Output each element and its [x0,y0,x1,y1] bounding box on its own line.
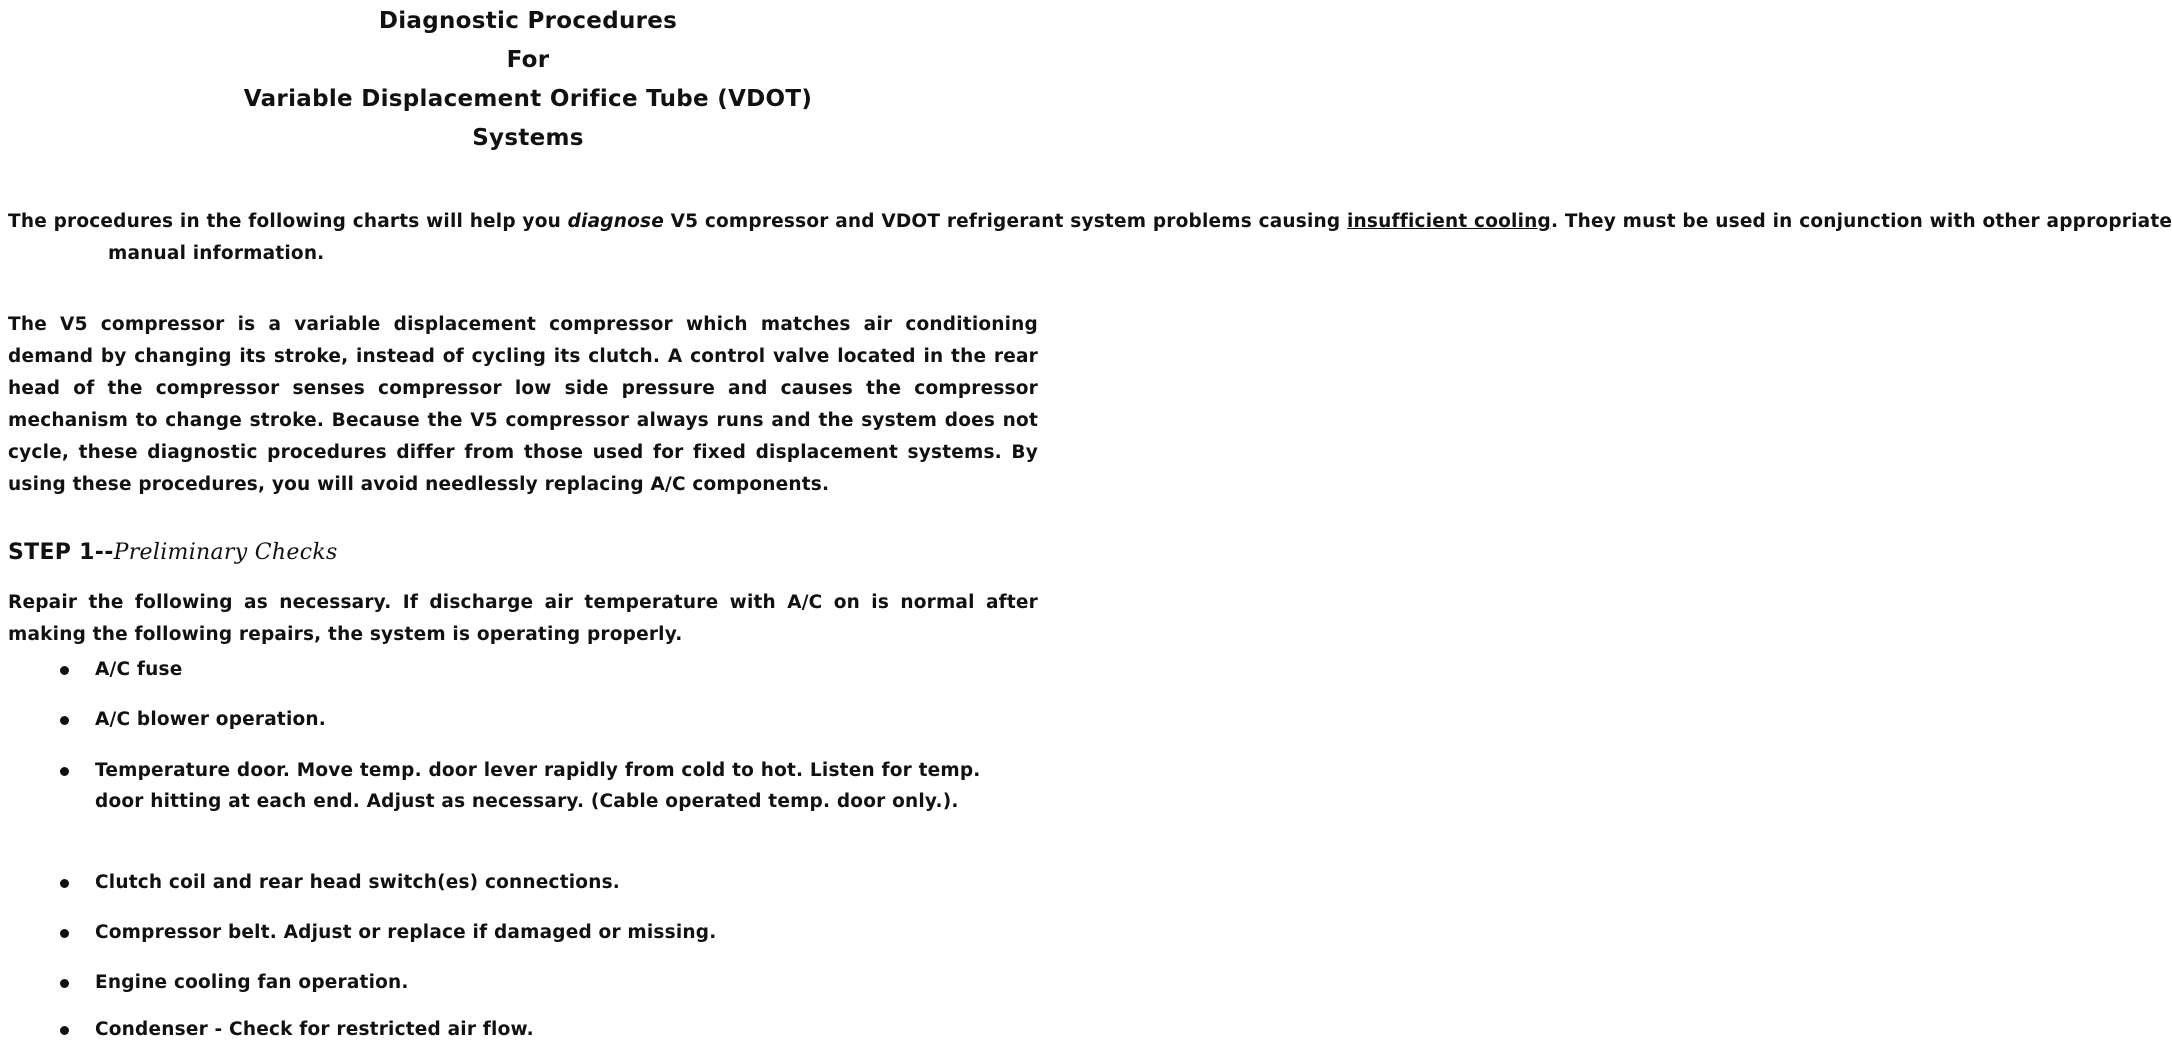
repair-paragraph: Repair the following as necessary. If discharge air temperature with A/C on is normal after making the following repairs, the system is operating properly. [8,592,1038,645]
intro-italic-word: diagnose [567,211,664,232]
intro-paragraph [8,206,2172,270]
list-item-text: Temperature door. Move temp. door lever rapidly from cold to hot. Listen for temp. door hitting at each end. Adjust as necessary. (Cable operated temp. door only.). [95,760,981,812]
step-heading [8,537,338,569]
bullet-icon [60,879,69,888]
list-item-text: Compressor belt. Adjust or replace if damaged or missing. [95,922,717,943]
intro-underlined-phrase: insufficient cooling [1347,211,1551,232]
intro-text-3: . They must be used in conjunction with other appropriate [1550,211,2172,232]
list-item-text: Clutch coil and rear head switch(es) connections. [95,872,621,893]
step-subtitle: Preliminary Checks [113,540,338,565]
list-item-text: Condenser - Check for restricted air flow. [95,1019,534,1040]
list-item-text: Engine cooling fan operation. [95,972,409,993]
intro-text-4: manual information. [108,243,325,264]
bullet-icon [60,979,69,988]
description-paragraph: The V5 compressor is a variable displacement compressor which matches air conditioning demand by changing its stroke, instead of cycling its clutch. A control valve located in the rear head of the compressor senses compressor low side pressure and causes the compressor mechanism to change stroke. Because the V5 compressor always runs and the system does not cycle, these diagnostic procedures differ from those used for fixed displacement systems. By using these procedures, you will avoid needlessly replacing A/C components. [8,314,1038,495]
list-item-text: A/C fuse [95,659,183,680]
bullet-icon [60,767,69,776]
bullet-icon [60,716,69,725]
title-line-4: Systems [472,125,584,151]
bullet-icon [60,1026,69,1035]
bullet-icon [60,929,69,938]
title-line-2: For [506,47,550,73]
list-item-text: A/C blower operation. [95,709,326,730]
title-line-1: Diagnostic Procedures [378,8,678,34]
intro-text-1: The procedures in the following charts will help you [8,211,568,232]
intro-text-2: V5 compressor and VDOT refrigerant system problems causing [663,211,1348,232]
bullet-icon [60,666,69,675]
step-label: STEP 1-- [8,540,114,565]
document-title [0,2,1056,158]
title-line-3: Variable Displacement Orifice Tube (VDOT) [243,86,813,112]
